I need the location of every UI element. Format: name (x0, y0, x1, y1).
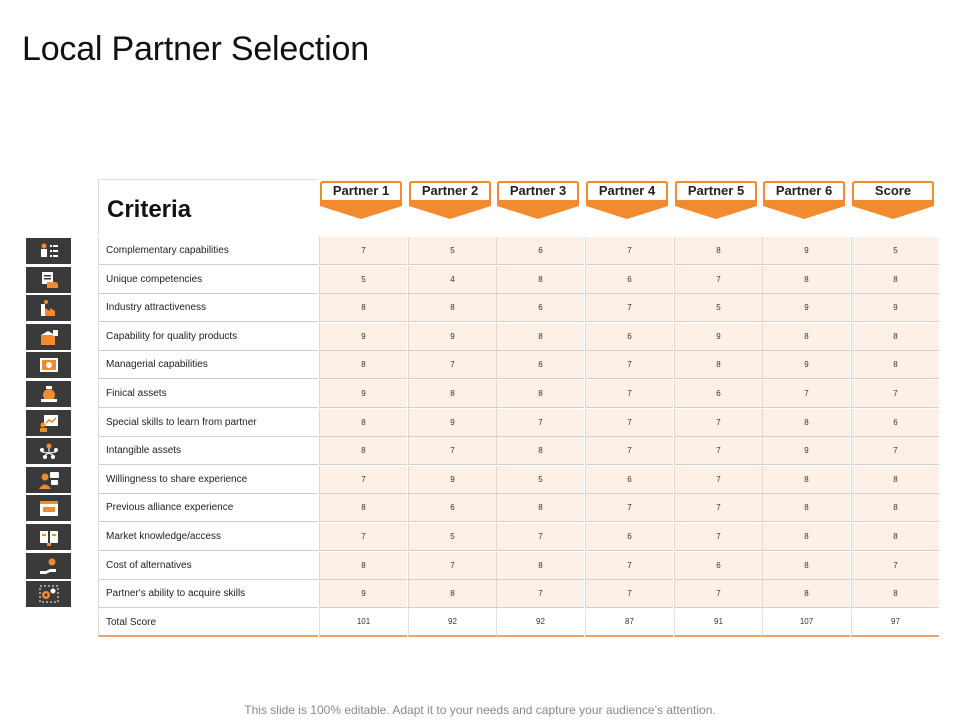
money-bag-icon (38, 384, 60, 404)
criteria-label: Capability for quality products (106, 330, 238, 342)
partner-2-value: 8 (408, 294, 496, 322)
partner-5-value: 7 (674, 266, 762, 294)
factory-icon (38, 298, 60, 318)
row-icon-box (26, 324, 71, 350)
criteria-label: Market knowledge/access (106, 531, 222, 542)
criteria-label-cell (98, 237, 318, 265)
row-icon-box (26, 467, 71, 493)
column-header-label: Partner 1 (332, 183, 390, 198)
partner-3-value: 8 (496, 552, 584, 580)
criteria-header-label: Criteria (107, 196, 192, 223)
table-row (26, 466, 937, 494)
score-value: 7 (851, 380, 939, 408)
partner-6-value: 8 (762, 266, 850, 294)
table-row (26, 523, 937, 551)
partner-3-value: 8 (496, 323, 584, 351)
criteria-label: Finical assets (106, 388, 167, 399)
criteria-label-cell (98, 380, 318, 408)
criteria-label: Managerial capabilities (106, 359, 208, 371)
partner-3-value: 5 (496, 466, 584, 494)
score-value: 7 (851, 552, 939, 580)
column-header-label: Partner 5 (687, 183, 745, 198)
criteria-label: Special skills to learn from partner (106, 416, 257, 428)
partner-6-value: 7 (762, 380, 850, 408)
partner-3-value: 8 (496, 266, 584, 294)
partner-3-value: 6 (496, 294, 584, 322)
partner-3-value: 7 (496, 409, 584, 437)
partner-1-value: 7 (319, 237, 407, 265)
partner-4-value: 6 (585, 523, 673, 551)
criteria-label-cell (98, 466, 318, 494)
hand-coin-icon (38, 556, 60, 576)
partner-2-value: 4 (408, 266, 496, 294)
criteria-label: Cost of alternatives (106, 559, 192, 571)
row-icon-box (26, 238, 71, 264)
partner-5-value: 9 (674, 323, 762, 351)
partner-2-value: 7 (408, 552, 496, 580)
score-value: 8 (851, 466, 939, 494)
browser-rating-icon (38, 498, 60, 518)
score-value: 9 (851, 294, 939, 322)
partner-2-value: 9 (408, 323, 496, 351)
column-header-partner-1 (319, 180, 403, 220)
manager-screen-icon (38, 355, 60, 375)
partner-2-value: 9 (408, 466, 496, 494)
criteria-label: Previous alliance experience (106, 502, 234, 514)
table-row (26, 494, 937, 522)
column-header-score (851, 180, 935, 220)
person-chat-icon (38, 470, 60, 490)
criteria-label-cell (98, 523, 318, 551)
row-icon-box (26, 381, 71, 407)
partner-2-value: 6 (408, 494, 496, 522)
partner-1-value: 8 (319, 409, 407, 437)
row-icon-box (26, 438, 71, 464)
partner-4-value: 7 (585, 494, 673, 522)
column-header-partner-6 (762, 180, 846, 220)
criteria-label-cell (98, 266, 318, 294)
criteria-label-cell (98, 609, 318, 637)
criteria-label-cell (98, 323, 318, 351)
row-icon-box (26, 295, 71, 321)
partner-3-value: 92 (496, 609, 584, 637)
partner-4-value: 7 (585, 552, 673, 580)
table-row (26, 237, 937, 265)
network-icon (38, 441, 60, 461)
criteria-header (98, 179, 318, 235)
score-value: 8 (851, 580, 939, 608)
partner-2-value: 7 (408, 351, 496, 379)
row-icon-box (26, 581, 71, 607)
partner-3-value: 7 (496, 523, 584, 551)
score-value: 6 (851, 409, 939, 437)
partner-5-value: 5 (674, 294, 762, 322)
partner-4-value: 6 (585, 266, 673, 294)
row-icon-box (26, 410, 71, 436)
partner-5-value: 6 (674, 552, 762, 580)
partner-6-value: 9 (762, 351, 850, 379)
partner-1-value: 101 (319, 609, 407, 637)
partner-3-value: 8 (496, 494, 584, 522)
quality-box-icon (38, 327, 60, 347)
table-row (26, 580, 937, 608)
partner-5-value: 7 (674, 437, 762, 465)
row-icon-box (26, 553, 71, 579)
column-header-partner-5 (674, 180, 758, 220)
score-value: 97 (851, 609, 939, 637)
row-icon-box (26, 524, 71, 550)
partner-1-value: 8 (319, 294, 407, 322)
page-title: Local Partner Selection (22, 30, 369, 68)
partner-1-value: 7 (319, 523, 407, 551)
column-header-label: Score (874, 183, 912, 198)
partner-1-value: 8 (319, 494, 407, 522)
partner-3-value: 7 (496, 580, 584, 608)
partner-1-value: 9 (319, 380, 407, 408)
criteria-label: Partner's ability to acquire skills (106, 588, 246, 600)
criteria-label: Unique competencies (106, 273, 203, 285)
market-book-icon (38, 527, 60, 547)
partner-5-value: 7 (674, 466, 762, 494)
partner-4-value: 7 (585, 437, 673, 465)
row-icon-box (26, 267, 71, 293)
partner-4-value: 6 (585, 466, 673, 494)
partner-6-value: 8 (762, 552, 850, 580)
partner-1-value: 9 (319, 580, 407, 608)
table-row (26, 380, 937, 408)
score-value: 7 (851, 437, 939, 465)
column-header-label: Partner 3 (509, 183, 567, 198)
partner-1-value: 8 (319, 351, 407, 379)
score-value: 8 (851, 266, 939, 294)
partner-5-value: 7 (674, 580, 762, 608)
partner-5-value: 91 (674, 609, 762, 637)
partner-1-value: 9 (319, 323, 407, 351)
partner-6-value: 9 (762, 294, 850, 322)
table-row (26, 409, 937, 437)
column-header-label: Partner 4 (598, 183, 656, 198)
criteria-label-cell (98, 580, 318, 608)
partner-4-value: 7 (585, 380, 673, 408)
partner-6-value: 8 (762, 323, 850, 351)
partner-6-value: 8 (762, 523, 850, 551)
partner-6-value: 9 (762, 437, 850, 465)
table-row (26, 552, 937, 580)
criteria-label-cell (98, 294, 318, 322)
column-header-partner-3 (496, 180, 580, 220)
partner-4-value: 87 (585, 609, 673, 637)
row-icon-box (26, 352, 71, 378)
score-value: 8 (851, 494, 939, 522)
partner-6-value: 9 (762, 237, 850, 265)
partner-3-value: 6 (496, 237, 584, 265)
total-score-row (26, 609, 937, 637)
criteria-label-cell (98, 552, 318, 580)
partner-6-value: 8 (762, 466, 850, 494)
column-header-partner-2 (408, 180, 492, 220)
column-header-label: Partner 2 (421, 183, 479, 198)
partner-4-value: 7 (585, 294, 673, 322)
partner-1-value: 8 (319, 437, 407, 465)
partner-4-value: 7 (585, 580, 673, 608)
partner-4-value: 7 (585, 237, 673, 265)
table-row (26, 323, 937, 351)
partner-2-value: 5 (408, 237, 496, 265)
criteria-label: Intangible assets (106, 445, 182, 457)
criteria-label-cell (98, 494, 318, 522)
skills-board-icon (38, 413, 60, 433)
score-value: 8 (851, 323, 939, 351)
partner-6-value: 8 (762, 409, 850, 437)
team-chart-icon (38, 241, 60, 261)
column-header-label: Partner 6 (775, 183, 833, 198)
partner-5-value: 8 (674, 237, 762, 265)
criteria-label: Total Score (106, 616, 157, 628)
criteria-label-cell (98, 437, 318, 465)
table-row (26, 266, 937, 294)
partner-2-value: 5 (408, 523, 496, 551)
criteria-label-cell (98, 351, 318, 379)
score-value: 5 (851, 237, 939, 265)
criteria-label: Complementary capabilities (106, 245, 229, 256)
criteria-label-cell (98, 409, 318, 437)
hand-document-icon (38, 270, 60, 290)
table-row (26, 351, 937, 379)
footer-note: This slide is 100% editable. Adapt it to your needs and capture your audience’s attention. (244, 703, 716, 717)
partner-2-value: 8 (408, 380, 496, 408)
partner-6-value: 8 (762, 494, 850, 522)
column-header-partner-4 (585, 180, 669, 220)
partner-6-value: 8 (762, 580, 850, 608)
partner-1-value: 5 (319, 266, 407, 294)
table-row (26, 437, 937, 465)
partner-3-value: 8 (496, 437, 584, 465)
partner-5-value: 6 (674, 380, 762, 408)
criteria-label: Willingness to share experience (106, 473, 248, 485)
partner-4-value: 7 (585, 409, 673, 437)
partner-2-value: 92 (408, 609, 496, 637)
criteria-label: Industry attractiveness (106, 302, 207, 314)
partner-2-value: 7 (408, 437, 496, 465)
row-icon-box (26, 495, 71, 521)
partner-5-value: 7 (674, 494, 762, 522)
partner-1-value: 8 (319, 552, 407, 580)
score-value: 8 (851, 523, 939, 551)
partner-3-value: 6 (496, 351, 584, 379)
score-value: 8 (851, 351, 939, 379)
table-row (26, 294, 937, 322)
partner-3-value: 8 (496, 380, 584, 408)
partner-5-value: 8 (674, 351, 762, 379)
partner-1-value: 7 (319, 466, 407, 494)
partner-4-value: 7 (585, 351, 673, 379)
gear-skills-icon (38, 584, 60, 604)
partner-5-value: 7 (674, 523, 762, 551)
partner-2-value: 9 (408, 409, 496, 437)
partner-6-value: 107 (762, 609, 850, 637)
partner-4-value: 6 (585, 323, 673, 351)
partner-5-value: 7 (674, 409, 762, 437)
partner-2-value: 8 (408, 580, 496, 608)
